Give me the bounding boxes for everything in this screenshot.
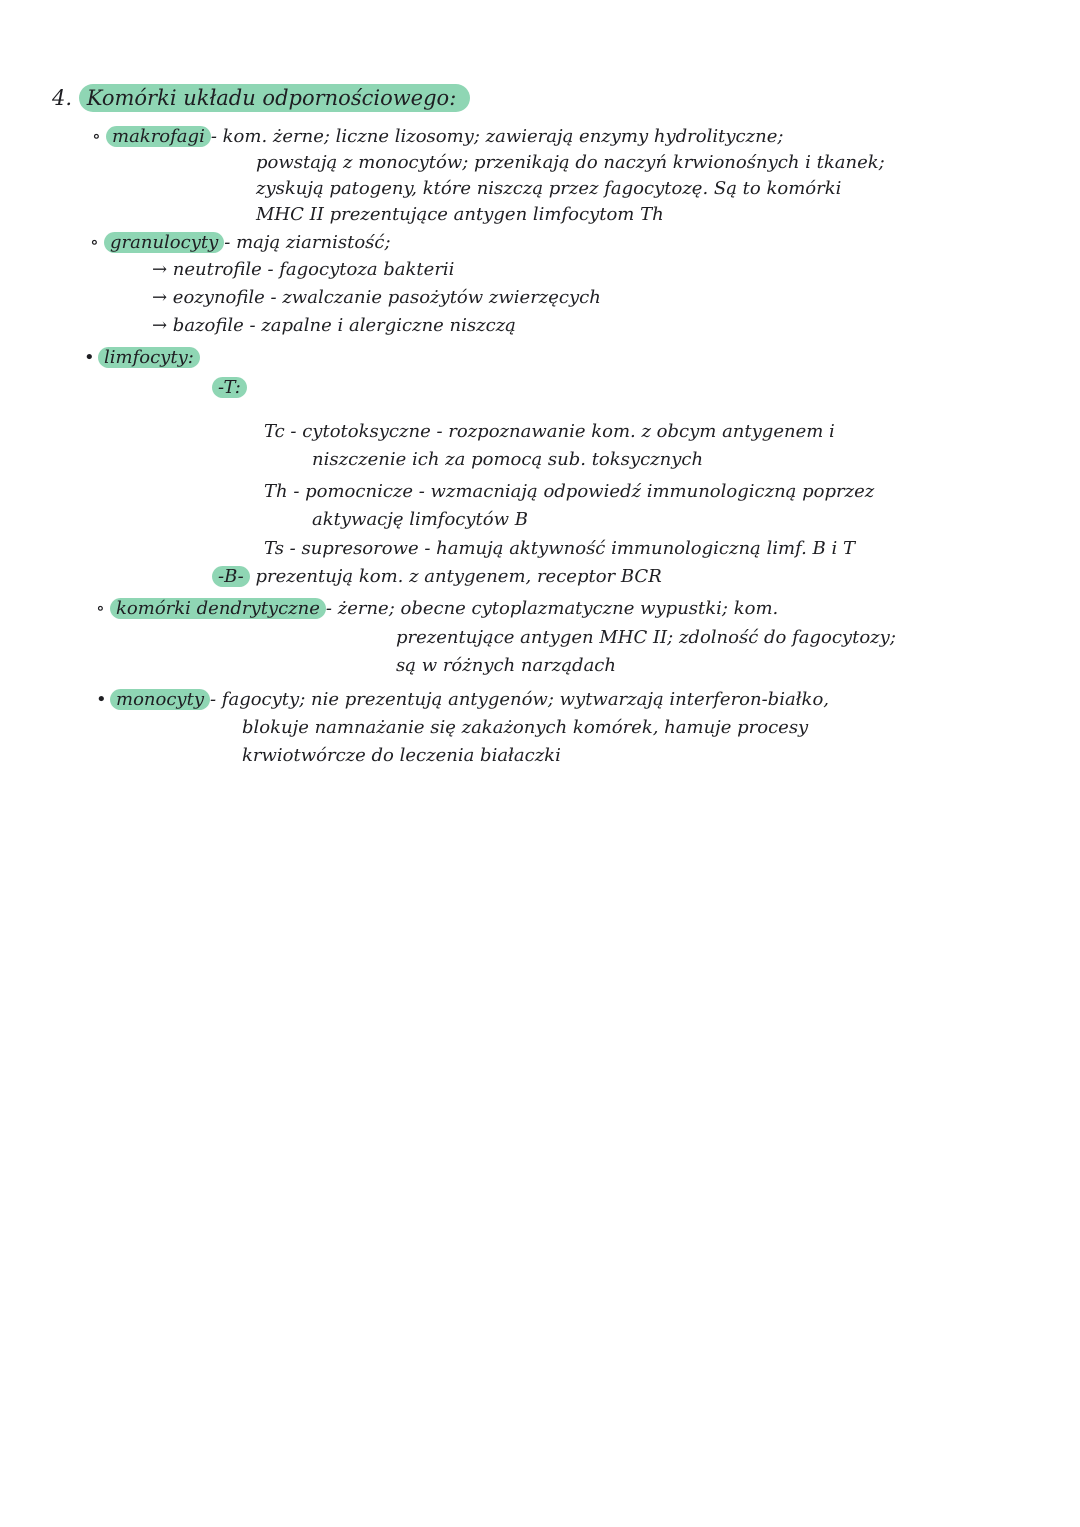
ts-line: Ts - supresorowe - hamują aktywność immunologiczną limf. B i T [264, 538, 855, 559]
heading-number: 4. [52, 86, 73, 110]
limfocyty-term: limfocyty: [98, 347, 200, 368]
heading-title: Komórki układu odpornościowego: [79, 84, 471, 112]
makrofagi-line-1 [92, 125, 783, 149]
makrofagi-term: makrofagi [106, 126, 211, 147]
limfocyty-t-label [212, 376, 247, 400]
monocyty-line-2: blokuje namnażanie się zakażonych komórek, hamuje procesy [242, 717, 809, 738]
granulocyty-item-neutrofile: → neutrofile - fagocytoza bakterii [152, 259, 455, 280]
bullet-icon: ∘ [96, 598, 105, 619]
granulocyty-item-bazofile: → bazofile - zapalne i alergiczne niszczą [152, 315, 516, 336]
b-desc: prezentują kom. z antygenem, receptor BCR [255, 566, 662, 587]
bullet-icon: ∘ [92, 126, 101, 147]
limfocyty-line [84, 346, 200, 370]
dendrytyczne-line-2: prezentujące antygen MHC II; zdolność do fagocytozy; [396, 627, 896, 648]
makrofagi-desc: - kom. żerne; liczne lizosomy; zawierają enzymy hydrolityczne; [210, 126, 784, 147]
makrofagi-line-3: zyskują patogeny, które niszczą przez fagocytozę. Są to komórki [256, 178, 842, 199]
heading [52, 86, 470, 110]
granulocyty-item-eozynofile: → eozynofile - zwalczanie pasożytów zwierzęcych [152, 287, 601, 308]
monocyty-term: monocyty [110, 689, 210, 710]
bullet-icon: ∘ [90, 232, 99, 253]
dendrytyczne-line-3: są w różnych narządach [396, 655, 616, 676]
tc-line-2: niszczenie ich za pomocą sub. toksycznych [312, 449, 704, 470]
monocyty-line-1 [96, 688, 829, 712]
dendrytyczne-desc: - żerne; obecne cytoplazmatyczne wypustki; kom. [325, 598, 779, 619]
limfocyty-b-line [212, 565, 662, 589]
monocyty-desc: - fagocyty; nie prezentują antygenów; wytwarzają interferon-białko, [210, 689, 829, 710]
tc-line-1: Tc - cytotoksyczne - rozpoznawanie kom. z obcym antygenem i [264, 421, 835, 442]
bullet-icon: • [84, 347, 95, 368]
makrofagi-line-2: powstają z monocytów; przenikają do naczyń krwionośnych i tkanek; [256, 152, 885, 173]
b-label: -B- [212, 566, 250, 587]
makrofagi-line-4: MHC II prezentujące antygen limfocytom Th [256, 204, 664, 225]
bullet-icon: • [96, 689, 107, 710]
granulocyty-desc: - mają ziarnistość; [224, 232, 391, 253]
monocyty-line-3: krwiotwórcze do leczenia białaczki [242, 745, 561, 766]
granulocyty-line [90, 231, 391, 255]
dendrytyczne-line-1 [96, 597, 778, 621]
th-line-1: Th - pomocnicze - wzmacniają odpowiedź immunologiczną poprzez [264, 481, 875, 502]
th-line-2: aktywację limfocytów B [312, 509, 528, 530]
dendrytyczne-term: komórki dendrytyczne [110, 598, 326, 619]
t-label: -T: [212, 377, 247, 398]
granulocyty-term: granulocyty [104, 232, 224, 253]
